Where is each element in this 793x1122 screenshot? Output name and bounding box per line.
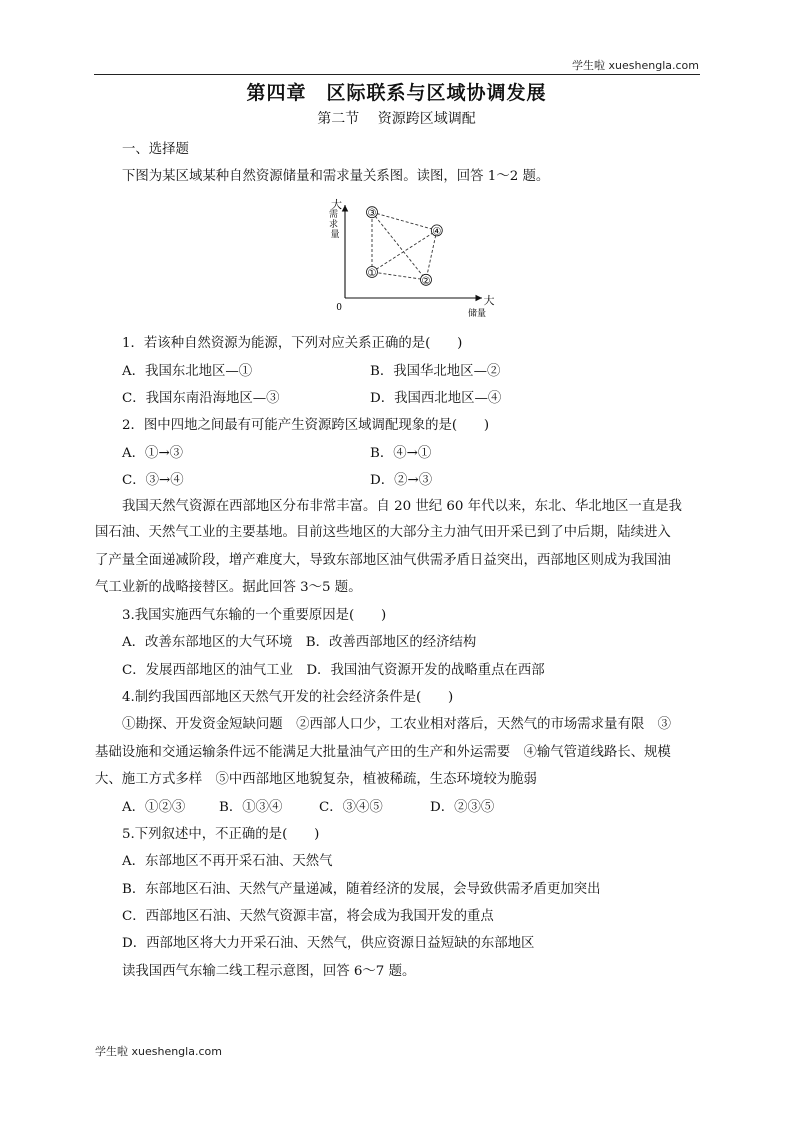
reserve-demand-figure (322, 195, 502, 320)
dashed-connection (372, 272, 426, 280)
section-heading: 一、选择题 (122, 142, 189, 157)
dashed-connection (372, 212, 426, 280)
q5-option-c: C．西部地区石油、天然气资源丰富，将会成为我国开发的重点 (122, 909, 494, 924)
q2-option-c: C．③→④ (122, 473, 184, 488)
intro-1: 下图为某区域某种自然资源储量和需求量关系图。读图，回答 1～2 题。 (122, 169, 550, 184)
header-site: 学生啦 xueshengla.com (572, 59, 699, 72)
dashed-connection (372, 230, 437, 272)
data-point-label: ② (421, 275, 431, 287)
q2-option-b: B．④→① (370, 446, 432, 461)
x-axis-end-label: 大 (483, 294, 495, 307)
passage-line-2: 国石油、天然气工业的主要基地。目前这些地区的大部分主力油气田开采已到了中后期，陆续进入 (95, 525, 671, 540)
q5-stem: 5.下列叙述中，不正确的是( ) (122, 827, 320, 842)
passage-line-3: 了产量全面递减阶段，增产难度大，导致东部地区油气供需矛盾日益突出，西部地区则成为我国油 (95, 553, 671, 568)
q2-stem: 2．图中四地之间最有可能产生资源跨区域调配现象的是( ) (122, 418, 490, 433)
q1-option-a: A．我国东北地区—① (122, 364, 253, 379)
dashed-connection (426, 230, 437, 279)
q4-option-c: C．③④⑤ (319, 800, 383, 815)
q5-option-b: B．东部地区石油、天然气产量递减，随着经济的发展，会导致供需矛盾更加突出 (122, 882, 601, 897)
q4-stem: 4.制约我国西部地区天然气开发的社会经济条件是( ) (122, 690, 454, 705)
passage-line-1: 我国天然气资源在西部地区分布非常丰富。自 20 世纪 60 年代以来，东北、华北地区一直是我 (122, 499, 682, 514)
q4-condition-line-3: 大、施工方式多样 ⑤中西部地区地貌复杂，植被稀疏，生态环境较为脆弱 (95, 772, 537, 787)
q1-option-d: D．我国西北地区—④ (370, 391, 502, 406)
y-axis-label: 需 求 量 (329, 210, 340, 240)
q2-option-a: A．①→③ (122, 446, 184, 461)
data-point-label: ① (367, 268, 377, 279)
q2-option-d: D．②→③ (370, 473, 433, 488)
footer-site: 学生啦 xueshengla.com (95, 1045, 222, 1058)
q1-stem: 1．若该种自然资源为能源，下列对应关系正确的是( ) (122, 336, 463, 351)
q4-option-b: B．①③④ (219, 800, 283, 815)
q5-option-d: D．西部地区将大力开采石油、天然气，供应资源日益短缺的东部地区 (122, 936, 535, 951)
header-rule (94, 74, 700, 75)
intro-2: 读我国西气东输二线工程示意图，回答 6～7 题。 (122, 964, 416, 979)
q3-stem: 3.我国实施西气东输的一个重要原因是( ) (122, 608, 387, 623)
x-axis-label: 储量 (467, 309, 487, 319)
section-title: 第二节 资源跨区域调配 (317, 111, 476, 127)
q1-option-c: C．我国东南沿海地区—③ (122, 391, 280, 406)
q4-option-a: A．①②③ (122, 800, 186, 815)
data-points (367, 207, 443, 287)
dashed-connections (372, 212, 437, 280)
y-axis-end-label: 大 (331, 198, 342, 211)
passage-line-4: 气工业新的战略接替区。据此回答 3～5 题。 (95, 580, 362, 595)
origin-label: 0 (336, 303, 342, 313)
q4-condition-line-2: 基础设施和交通运输条件远不能满足大批量油气产田的生产和外运需要 ④输气管道线路长、规模 (95, 745, 671, 760)
q5-option-a: A．东部地区不再开采石油、天然气 (122, 854, 333, 869)
data-point-label: ③ (367, 208, 377, 220)
q4-condition-line-1: ①勘探、开发资金短缺问题 ②西部人口少，工农业相对落后，天然气的市场需求量有限 ③ (122, 717, 672, 732)
q1-option-b: B．我国华北地区—② (370, 364, 501, 379)
chapter-title: 第四章 区际联系与区域协调发展 (246, 82, 547, 104)
q4-option-d: D．②③⑤ (430, 800, 495, 815)
data-point-label: ④ (432, 226, 442, 238)
dashed-connection (372, 212, 437, 230)
q3-options-cd: C．发展西部地区的油气工业 D．我国油气资源开发的战略重点在西部 (122, 663, 545, 678)
q3-options-ab: A．改善东部地区的大气环境 B．改善西部地区的经济结构 (122, 635, 477, 650)
